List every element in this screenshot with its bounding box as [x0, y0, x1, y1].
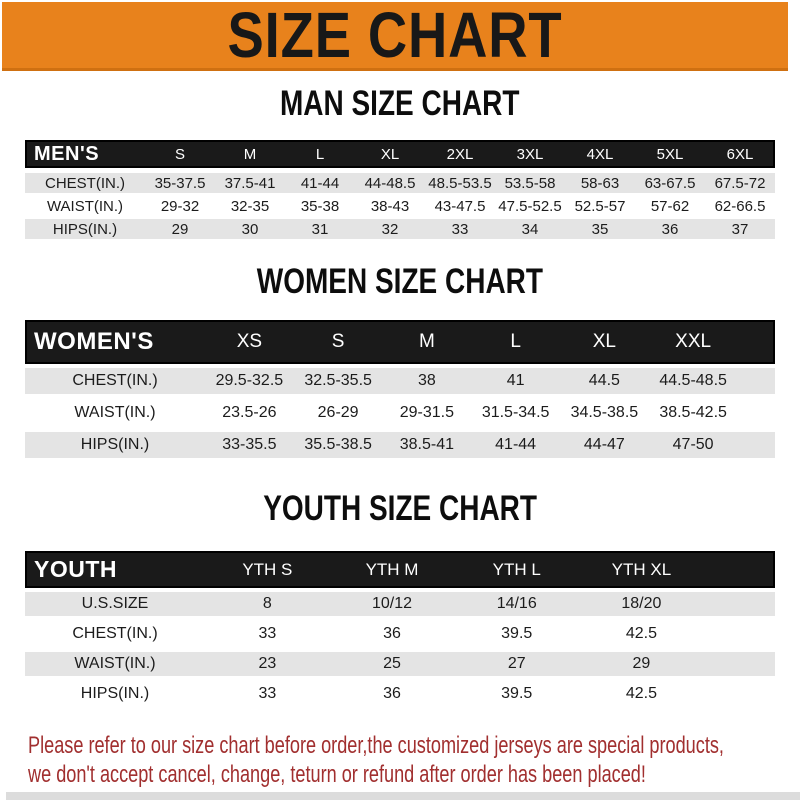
size-value-cell: 44-48.5 [364, 174, 416, 192]
column-header: YTH XL [611, 559, 672, 579]
order-notice-line-2: we don't accept cancel, change, teturn or refund after order has been placed! [28, 761, 646, 788]
size-value-cell: 47-50 [672, 436, 714, 453]
size-value-cell: 35-37.5 [154, 174, 206, 192]
size-value-cell: 31.5-34.5 [481, 404, 550, 421]
row-label: CHEST(IN.) [72, 625, 158, 642]
row-label: U.S.SIZE [81, 595, 149, 612]
size-value-cell: 41-44 [300, 174, 340, 192]
size-value-cell: 31 [311, 220, 329, 238]
bottom-edge-strip [6, 792, 800, 800]
size-value-cell: 38.5-42.5 [659, 404, 727, 421]
size-value-cell: 32.5-35.5 [304, 372, 372, 389]
size-value-cell: 58-63 [580, 174, 620, 192]
size-value-cell: 36 [383, 625, 401, 642]
size-value-cell: 43-47.5 [434, 197, 486, 215]
column-header: 3XL [516, 145, 544, 163]
size-value-cell: 35 [591, 220, 609, 238]
size-value-cell: 41-44 [495, 436, 537, 453]
man-size-chart-section [0, 84, 800, 242]
size-value-cell: 25 [383, 655, 401, 672]
size-value-cell: 14/16 [496, 595, 537, 612]
size-value-cell: 35.5-38.5 [304, 436, 372, 453]
size-value-cell: 42.5 [625, 625, 657, 642]
size-value-cell: 18/20 [621, 595, 662, 612]
row-label: HIPS(IN.) [52, 220, 118, 238]
size-value-cell: 33 [451, 220, 469, 238]
size-value-cell: 27 [507, 655, 526, 672]
size-value-cell: 34.5-38.5 [570, 404, 639, 421]
column-header: XS [236, 331, 263, 352]
column-header: 4XL [586, 145, 614, 163]
column-header: S [174, 145, 185, 163]
group-label: MEN'S [34, 142, 100, 165]
size-value-cell: 67.5-72 [714, 174, 766, 192]
size-value-cell: 29-32 [160, 197, 200, 215]
column-header: 2XL [446, 145, 474, 163]
row-label: WAIST(IN.) [46, 197, 124, 215]
size-value-cell: 30 [241, 220, 259, 238]
youth-size-chart-heading: YOUTH SIZE CHART [263, 489, 537, 528]
size-value-cell: 44-47 [583, 436, 625, 453]
size-value-cell: 26-29 [317, 404, 359, 421]
size-value-cell: 36 [383, 685, 401, 702]
banner-title: SIZE CHART [227, 0, 563, 71]
row-label: CHEST(IN.) [45, 174, 125, 192]
size-value-cell: 44.5 [588, 372, 620, 389]
size-value-cell: 37.5-41 [224, 174, 276, 192]
table-header-bar [25, 320, 775, 364]
column-header: M [418, 331, 435, 352]
row-label: WAIST(IN.) [74, 655, 156, 672]
size-value-cell: 29 [632, 655, 651, 672]
size-value-cell: 29.5-32.5 [215, 372, 284, 389]
size-value-cell: 33 [258, 625, 277, 642]
size-value-cell: 34 [521, 220, 539, 238]
table-row [25, 173, 775, 193]
size-value-cell: 29 [171, 220, 189, 238]
table-row [25, 400, 775, 426]
size-value-cell: 52.5-57 [574, 197, 626, 215]
women-size-chart-section [0, 262, 800, 464]
banner [2, 2, 788, 71]
table-rows [25, 173, 775, 239]
size-value-cell: 38.5-41 [399, 436, 454, 453]
size-value-cell: 8 [262, 595, 272, 612]
size-value-cell: 23.5-26 [222, 404, 277, 421]
table-row [25, 219, 775, 239]
group-label: YOUTH [34, 556, 117, 582]
size-value-cell: 36 [661, 220, 679, 238]
size-value-cell: 53.5-58 [504, 174, 556, 192]
size-value-cell: 41 [506, 372, 525, 389]
size-value-cell: 47.5-52.5 [498, 197, 562, 215]
table-row [25, 368, 775, 394]
column-header: S [331, 331, 345, 352]
size-value-cell: 10/12 [372, 595, 413, 612]
size-value-cell: 37 [731, 220, 749, 238]
column-header: L [315, 145, 325, 163]
youth-size-chart-section [0, 489, 800, 712]
order-notice [28, 731, 798, 789]
column-header: XXL [675, 331, 712, 352]
man-size-chart-heading: MAN SIZE CHART [280, 84, 520, 123]
man-size-table [25, 140, 775, 239]
size-value-cell: 57-62 [650, 197, 690, 215]
table-rows [25, 368, 775, 458]
size-value-cell: 39.5 [501, 625, 533, 642]
column-header: L [510, 331, 521, 352]
table-header-bar [25, 140, 775, 168]
table-row [25, 196, 775, 216]
column-header: M [243, 145, 257, 163]
size-value-cell: 32-35 [230, 197, 270, 215]
table-row [25, 592, 775, 616]
size-value-cell: 35-38 [300, 197, 340, 215]
table-row [25, 652, 775, 676]
column-header: XL [592, 331, 616, 352]
table-header-bar [25, 551, 775, 588]
size-value-cell: 42.5 [625, 685, 657, 702]
size-value-cell: 62-66.5 [714, 197, 766, 215]
size-value-cell: 48.5-53.5 [428, 174, 492, 192]
column-header: YTH L [492, 559, 541, 579]
size-value-cell: 38 [417, 372, 436, 389]
table-row [25, 682, 775, 706]
column-header: YTH S [242, 559, 293, 579]
women-size-table [25, 320, 775, 458]
row-label: CHEST(IN.) [72, 372, 158, 389]
row-label: WAIST(IN.) [74, 404, 156, 421]
size-value-cell: 63-67.5 [644, 174, 696, 192]
size-value-cell: 33 [258, 685, 277, 702]
column-header: YTH M [365, 559, 419, 579]
size-value-cell: 32 [381, 220, 399, 238]
column-header: XL [380, 145, 400, 163]
size-value-cell: 39.5 [501, 685, 533, 702]
women-size-chart-heading: WOMEN SIZE CHART [256, 262, 544, 301]
table-row [25, 432, 775, 458]
youth-size-table [25, 551, 775, 706]
group-label: WOMEN'S [34, 328, 154, 355]
order-notice-line-1: Please refer to our size chart before order,the customized jerseys are special products, [28, 732, 724, 759]
size-value-cell: 38-43 [370, 197, 410, 215]
size-value-cell: 44.5-48.5 [659, 372, 727, 389]
size-value-cell: 33-35.5 [222, 436, 277, 453]
table-rows [25, 592, 775, 706]
column-header: 5XL [656, 145, 684, 163]
size-value-cell: 29-31.5 [399, 404, 454, 421]
table-row [25, 622, 775, 646]
column-header: 6XL [726, 145, 754, 163]
row-label: HIPS(IN.) [80, 685, 150, 702]
row-label: HIPS(IN.) [80, 436, 150, 453]
size-value-cell: 23 [258, 655, 277, 672]
